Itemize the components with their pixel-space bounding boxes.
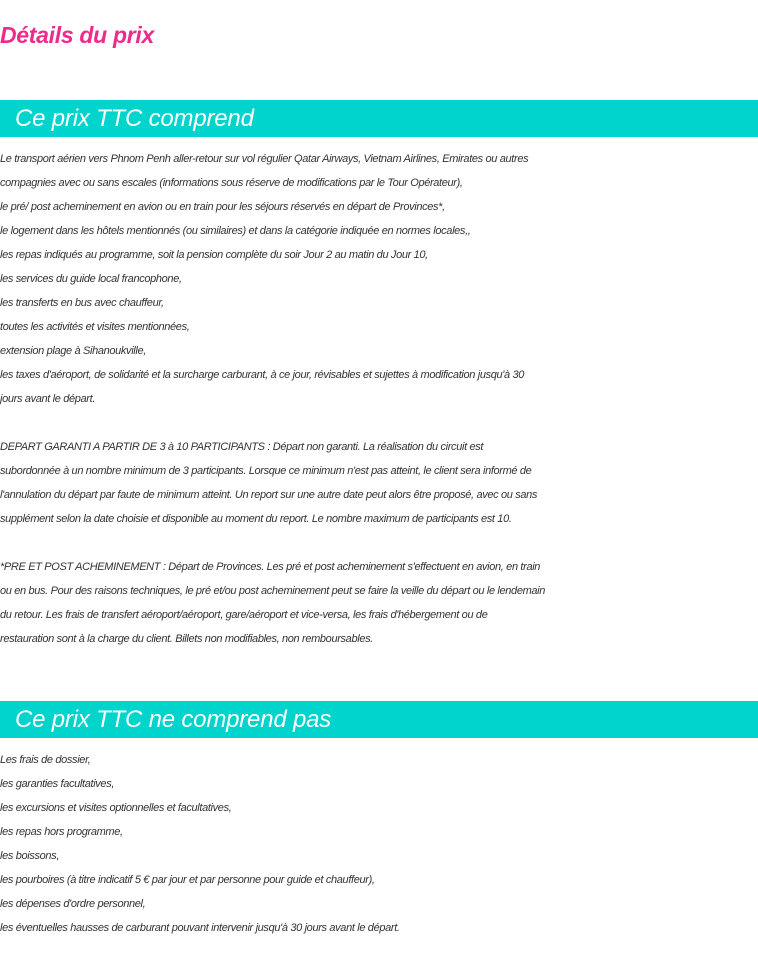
excludes-list [0,748,758,940]
pre-post-line: *PRE ET POST ACHEMINEMENT : Départ de Provinces. Les pré et post acheminement s'effectuent en avion, en train [0,561,541,573]
includes-line: les transferts en bus avec chauffeur, [0,297,164,309]
includes-line: compagnies avec ou sans escales (informations sous réserve de modifications par le Tour Opérateur), [0,177,463,189]
includes-line: Le transport aérien vers Phnom Penh aller-retour sur vol régulier Qatar Airways, Vietnam Airlines, Emirates ou autres [0,153,529,165]
includes-line: le logement dans les hôtels mentionnés (ou similaires) et dans la catégorie indiquée en normes locales,, [0,225,471,237]
pre-post-line: ou en bus. Pour des raisons techniques, le pré et/ou post acheminement peut se faire la veille du départ ou le lendemain [0,585,546,597]
includes-heading: Ce prix TTC comprend [0,100,758,137]
includes-list [0,147,758,411]
excludes-line: les pourboires (à titre indicatif 5 € par jour et par personne pour guide et chauffeur), [0,874,375,886]
includes-line: les taxes d'aéroport, de solidarité et la surcharge carburant, à ce jour, révisables et sujettes à modification jusqu'à 30 [0,369,525,381]
page-title: Détails du prix [0,22,154,48]
depart-garanti-line: subordonnée à un nombre minimum de 3 participants. Lorsque ce minimum n'est pas atteint, le client sera informé de [0,465,532,477]
includes-line: extension plage à Sihanoukville, [0,345,146,357]
excludes-line: les éventuelles hausses de carburant pouvant intervenir jusqu'à 30 jours avant le départ. [0,922,400,934]
depart-garanti-line: DEPART GARANTI A PARTIR DE 3 à 10 PARTICIPANTS : Départ non garanti. La réalisation du circuit est [0,441,484,453]
excludes-heading: Ce prix TTC ne comprend pas [0,701,758,738]
pre-post-paragraph [0,555,758,651]
depart-garanti-line: l'annulation du départ par faute de minimum atteint. Un report sur une autre date peut alors être proposé, avec ou sans [0,489,538,501]
excludes-line: les garanties facultatives, [0,778,115,790]
includes-line: les repas indiqués au programme, soit la pension complète du soir Jour 2 au matin du Jour 10, [0,249,428,261]
depart-garanti-paragraph [0,435,758,531]
includes-line: jours avant le départ. [0,393,96,405]
excludes-line: les repas hors programme, [0,826,123,838]
excludes-line: les boissons, [0,850,60,862]
excludes-line: les dépenses d'ordre personnel, [0,898,146,910]
includes-line: les services du guide local francophone, [0,273,182,285]
includes-line: toutes les activités et visites mentionnées, [0,321,190,333]
pre-post-line: du retour. Les frais de transfert aéroport/aéroport, gare/aéroport et vice-versa, les frais d'hébergement ou de [0,609,488,621]
includes-line: le pré/ post acheminement en avion ou en train pour les séjours réservés en départ de Provinces*, [0,201,445,213]
depart-garanti-line: supplément selon la date choisie et disponible au moment du report. Le nombre maximum de participants est 10. [0,513,512,525]
excludes-line: Les frais de dossier, [0,754,91,766]
excludes-line: les excursions et visites optionnelles et facultatives, [0,802,232,814]
pre-post-line: restauration sont à la charge du client. Billets non modifiables, non remboursables. [0,633,373,645]
